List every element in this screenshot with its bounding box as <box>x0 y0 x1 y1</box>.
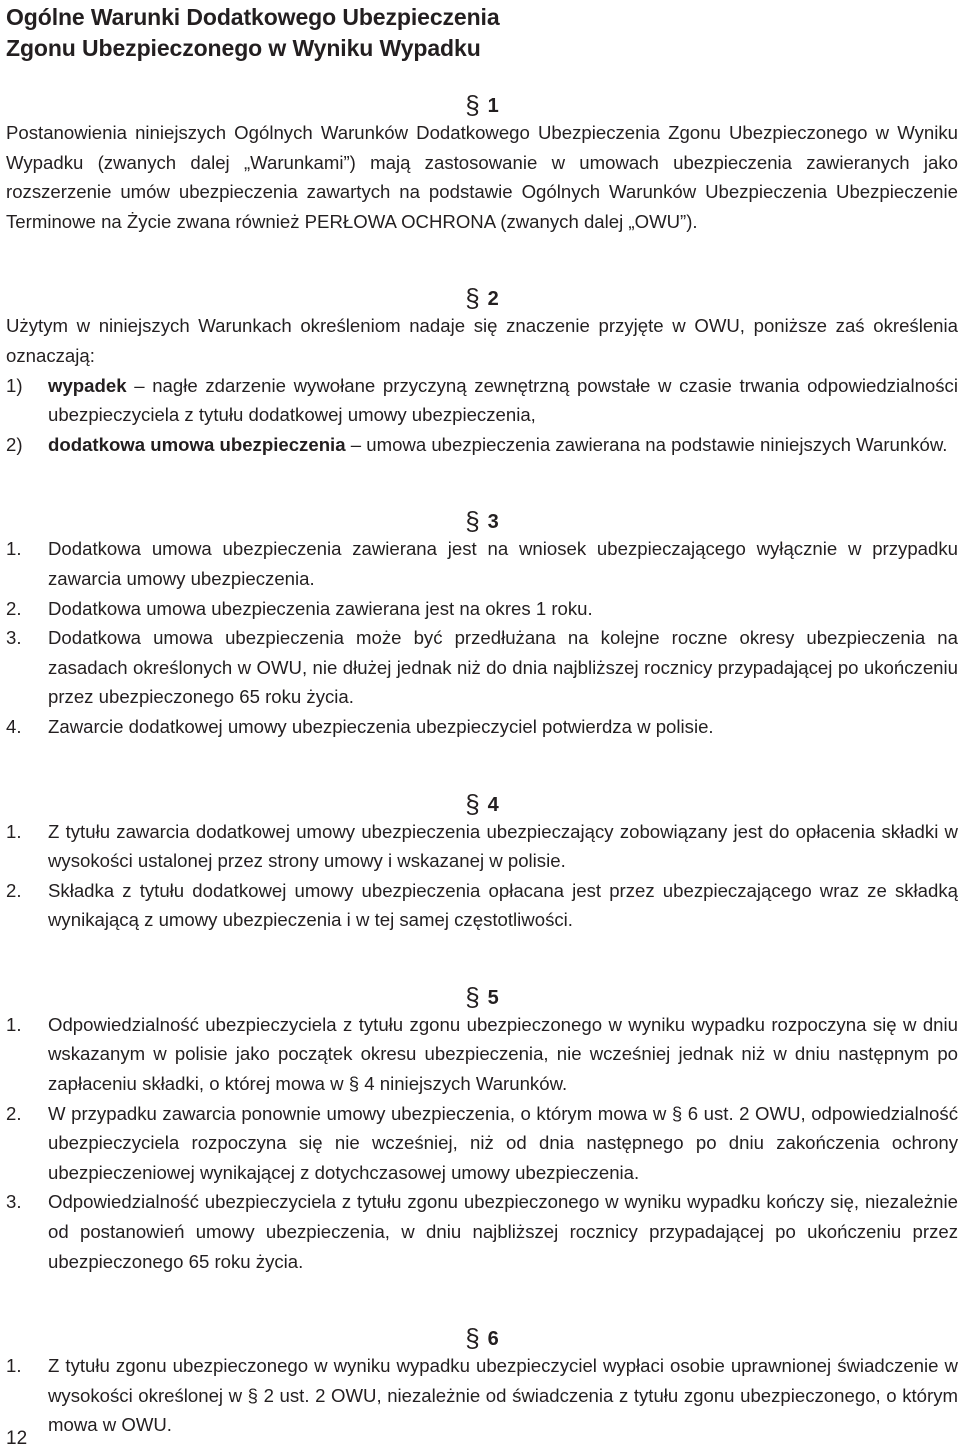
item-text: Z tytułu zawarcia dodatkowej umowy ubezpieczenia ubezpieczający zobowiązany jest do opłacenia składki w wysokości ustalonej przez strony umowy i wskazanej w polisie. <box>48 820 958 872</box>
item-number: 3. <box>6 1191 22 1213</box>
section-paragraph: Postanowienia niniejszych Ogólnych Warunków Dodatkowego Ubezpieczenia Zgonu Ubezpieczonego w Wyniku Wypadku (zwanych dalej „Warunkami”) mają zastosowanie w umowach ubezpieczenia zawieranych jako rozszerzenie umów ubezpieczenia zawartych na podstawie Ogólnych Warunków Ubezpieczenia Ubezpieczenie Terminowe na Życie zwana również PERŁOWA OCHRONA (zwanych dalej „OWU”). <box>6 122 958 232</box>
section-symbol: § <box>465 1323 480 1354</box>
list-item <box>6 1351 958 1440</box>
item-number: 2. <box>6 597 22 619</box>
document-title-line-2: Zgonu Ubezpieczonego w Wyniku Wypadku <box>6 35 481 61</box>
numbered-list <box>6 1351 958 1440</box>
section-1 <box>6 89 958 236</box>
definition-item <box>6 430 958 460</box>
list-item <box>6 1099 958 1188</box>
section-number: 4 <box>487 793 499 816</box>
item-text: Dodatkowa umowa ubezpieczenia zawierana jest na wniosek ubezpieczającego wyłącznie w przypadku zawarcia umowy ubezpieczenia. <box>48 538 958 589</box>
item-number: 2. <box>6 879 22 901</box>
section-heading <box>6 788 958 817</box>
list-item <box>6 594 958 624</box>
item-text: W przypadku zawarcia ponownie umowy ubezpieczenia, o którym mowa w § 6 ust. 2 OWU, odpowiedzialność ubezpieczyciela rozpoczyna się nie wcześniej, niż od dnia następnego po dniu zakończenia ochrony ubezpieczeniowej wynikającej z dotychczasowej umowy ubezpieczenia. <box>48 1102 958 1183</box>
definition-term: wypadek <box>48 374 127 396</box>
item-text: Składka z tytułu dodatkowej umowy ubezpieczenia opłacana jest przez ubezpieczającego wraz ze składką wynikającą z umowy ubezpieczenia i w tej samej częstotliwości. <box>48 879 958 931</box>
item-number: 1. <box>6 1355 22 1377</box>
list-item <box>6 1187 958 1276</box>
section-2 <box>6 282 958 459</box>
section-symbol: § <box>465 506 480 537</box>
item-number: 1. <box>6 538 22 560</box>
item-number: 4. <box>6 715 22 737</box>
list-item <box>6 534 958 593</box>
section-number: 5 <box>487 986 499 1009</box>
definition-text: – umowa ubezpieczenia zawierana na podstawie niniejszych Warunków. <box>345 433 948 455</box>
section-symbol: § <box>465 90 480 120</box>
item-number: 1. <box>6 1013 22 1035</box>
section-symbol: § <box>465 788 480 819</box>
section-number: 1 <box>487 95 499 117</box>
list-item <box>6 876 958 935</box>
item-number: 1) <box>6 374 23 396</box>
section-number: 2 <box>487 288 499 311</box>
list-item <box>6 1010 958 1099</box>
definition-list <box>6 371 958 460</box>
list-item <box>6 817 958 876</box>
item-text: Odpowiedzialność ubezpieczyciela z tytułu zgonu ubezpieczonego w wyniku wypadku rozpoczyna się w dniu wskazanym w polisie jako początek okresu ubezpieczenia, nie wcześniej jednak niż w dniu następnym po zapłaceniu składki, o której mowa w § 4 niniejszych Warunków. <box>48 1013 958 1095</box>
section-paragraph: Użytym w niniejszych Warunkach określeniom nadaje się znaczenie przyjęte w OWU, poniższe zaś określenia oznaczają: <box>6 315 958 366</box>
section-heading <box>6 981 958 1010</box>
document-title-line-1: Ogólne Warunki Dodatkowego Ubezpieczenia <box>6 4 500 30</box>
section-heading <box>6 1322 958 1354</box>
item-text: Zawarcie dodatkowej umowy ubezpieczenia ubezpieczyciel potwierdza w polisie. <box>48 715 714 737</box>
section-symbol: § <box>465 981 480 1012</box>
item-number: 3. <box>6 627 22 649</box>
item-number: 2. <box>6 1102 22 1124</box>
numbered-list <box>6 534 958 741</box>
numbered-list <box>6 817 958 935</box>
section-heading <box>6 282 958 314</box>
item-number: 1. <box>6 820 22 842</box>
page-number: 12 <box>6 1428 28 1449</box>
section-heading <box>6 505 958 537</box>
list-item <box>6 623 958 712</box>
definition-term: dodatkowa umowa ubezpieczenia <box>48 433 346 455</box>
section-6 <box>6 1322 958 1440</box>
definition-item <box>6 371 958 430</box>
section-number: 3 <box>487 511 499 534</box>
item-text: Dodatkowa umowa ubezpieczenia zawierana jest na okres 1 roku. <box>48 597 593 619</box>
item-text: Z tytułu zgonu ubezpieczonego w wyniku wypadku ubezpieczyciel wypłaci osobie uprawnionej świadczenie w wysokości określonej w § 2 ust. 2 OWU, niezależnie od świadczenia z tytułu zgonu ubezpieczonego, o którym mowa w OWU. <box>48 1355 958 1436</box>
section-4 <box>6 788 958 935</box>
section-symbol: § <box>465 283 480 314</box>
section-5 <box>6 981 958 1276</box>
section-heading <box>6 89 958 118</box>
numbered-list <box>6 1010 958 1276</box>
document-title <box>6 0 958 64</box>
list-item <box>6 712 958 742</box>
document-page <box>6 0 958 1440</box>
definition-text: – nagłe zdarzenie wywołane przyczyną zewnętrzną powstałe w czasie trwania odpowiedzialności ubezpieczyciela z tytułu dodatkowej umowy ubezpieczenia, <box>48 374 958 426</box>
item-text: Dodatkowa umowa ubezpieczenia może być przedłużana na kolejne roczne okresy ubezpieczenia na zasadach określonych w OWU, nie dłużej jednak niż do dnia najbliższej rocznicy przypadającej po ukończeniu przez ubezpieczonego 65 roku życia. <box>48 627 958 708</box>
section-number: 6 <box>487 1328 499 1351</box>
item-number: 2) <box>6 433 23 455</box>
item-text: Odpowiedzialność ubezpieczyciela z tytułu zgonu ubezpieczonego w wyniku wypadku kończy się, niezależnie od postanowień umowy ubezpieczenia, w dniu najbliższej rocznicy przypadającej po ukończeniu przez ubezpieczonego 65 roku życia. <box>48 1191 958 1272</box>
section-3 <box>6 505 958 741</box>
